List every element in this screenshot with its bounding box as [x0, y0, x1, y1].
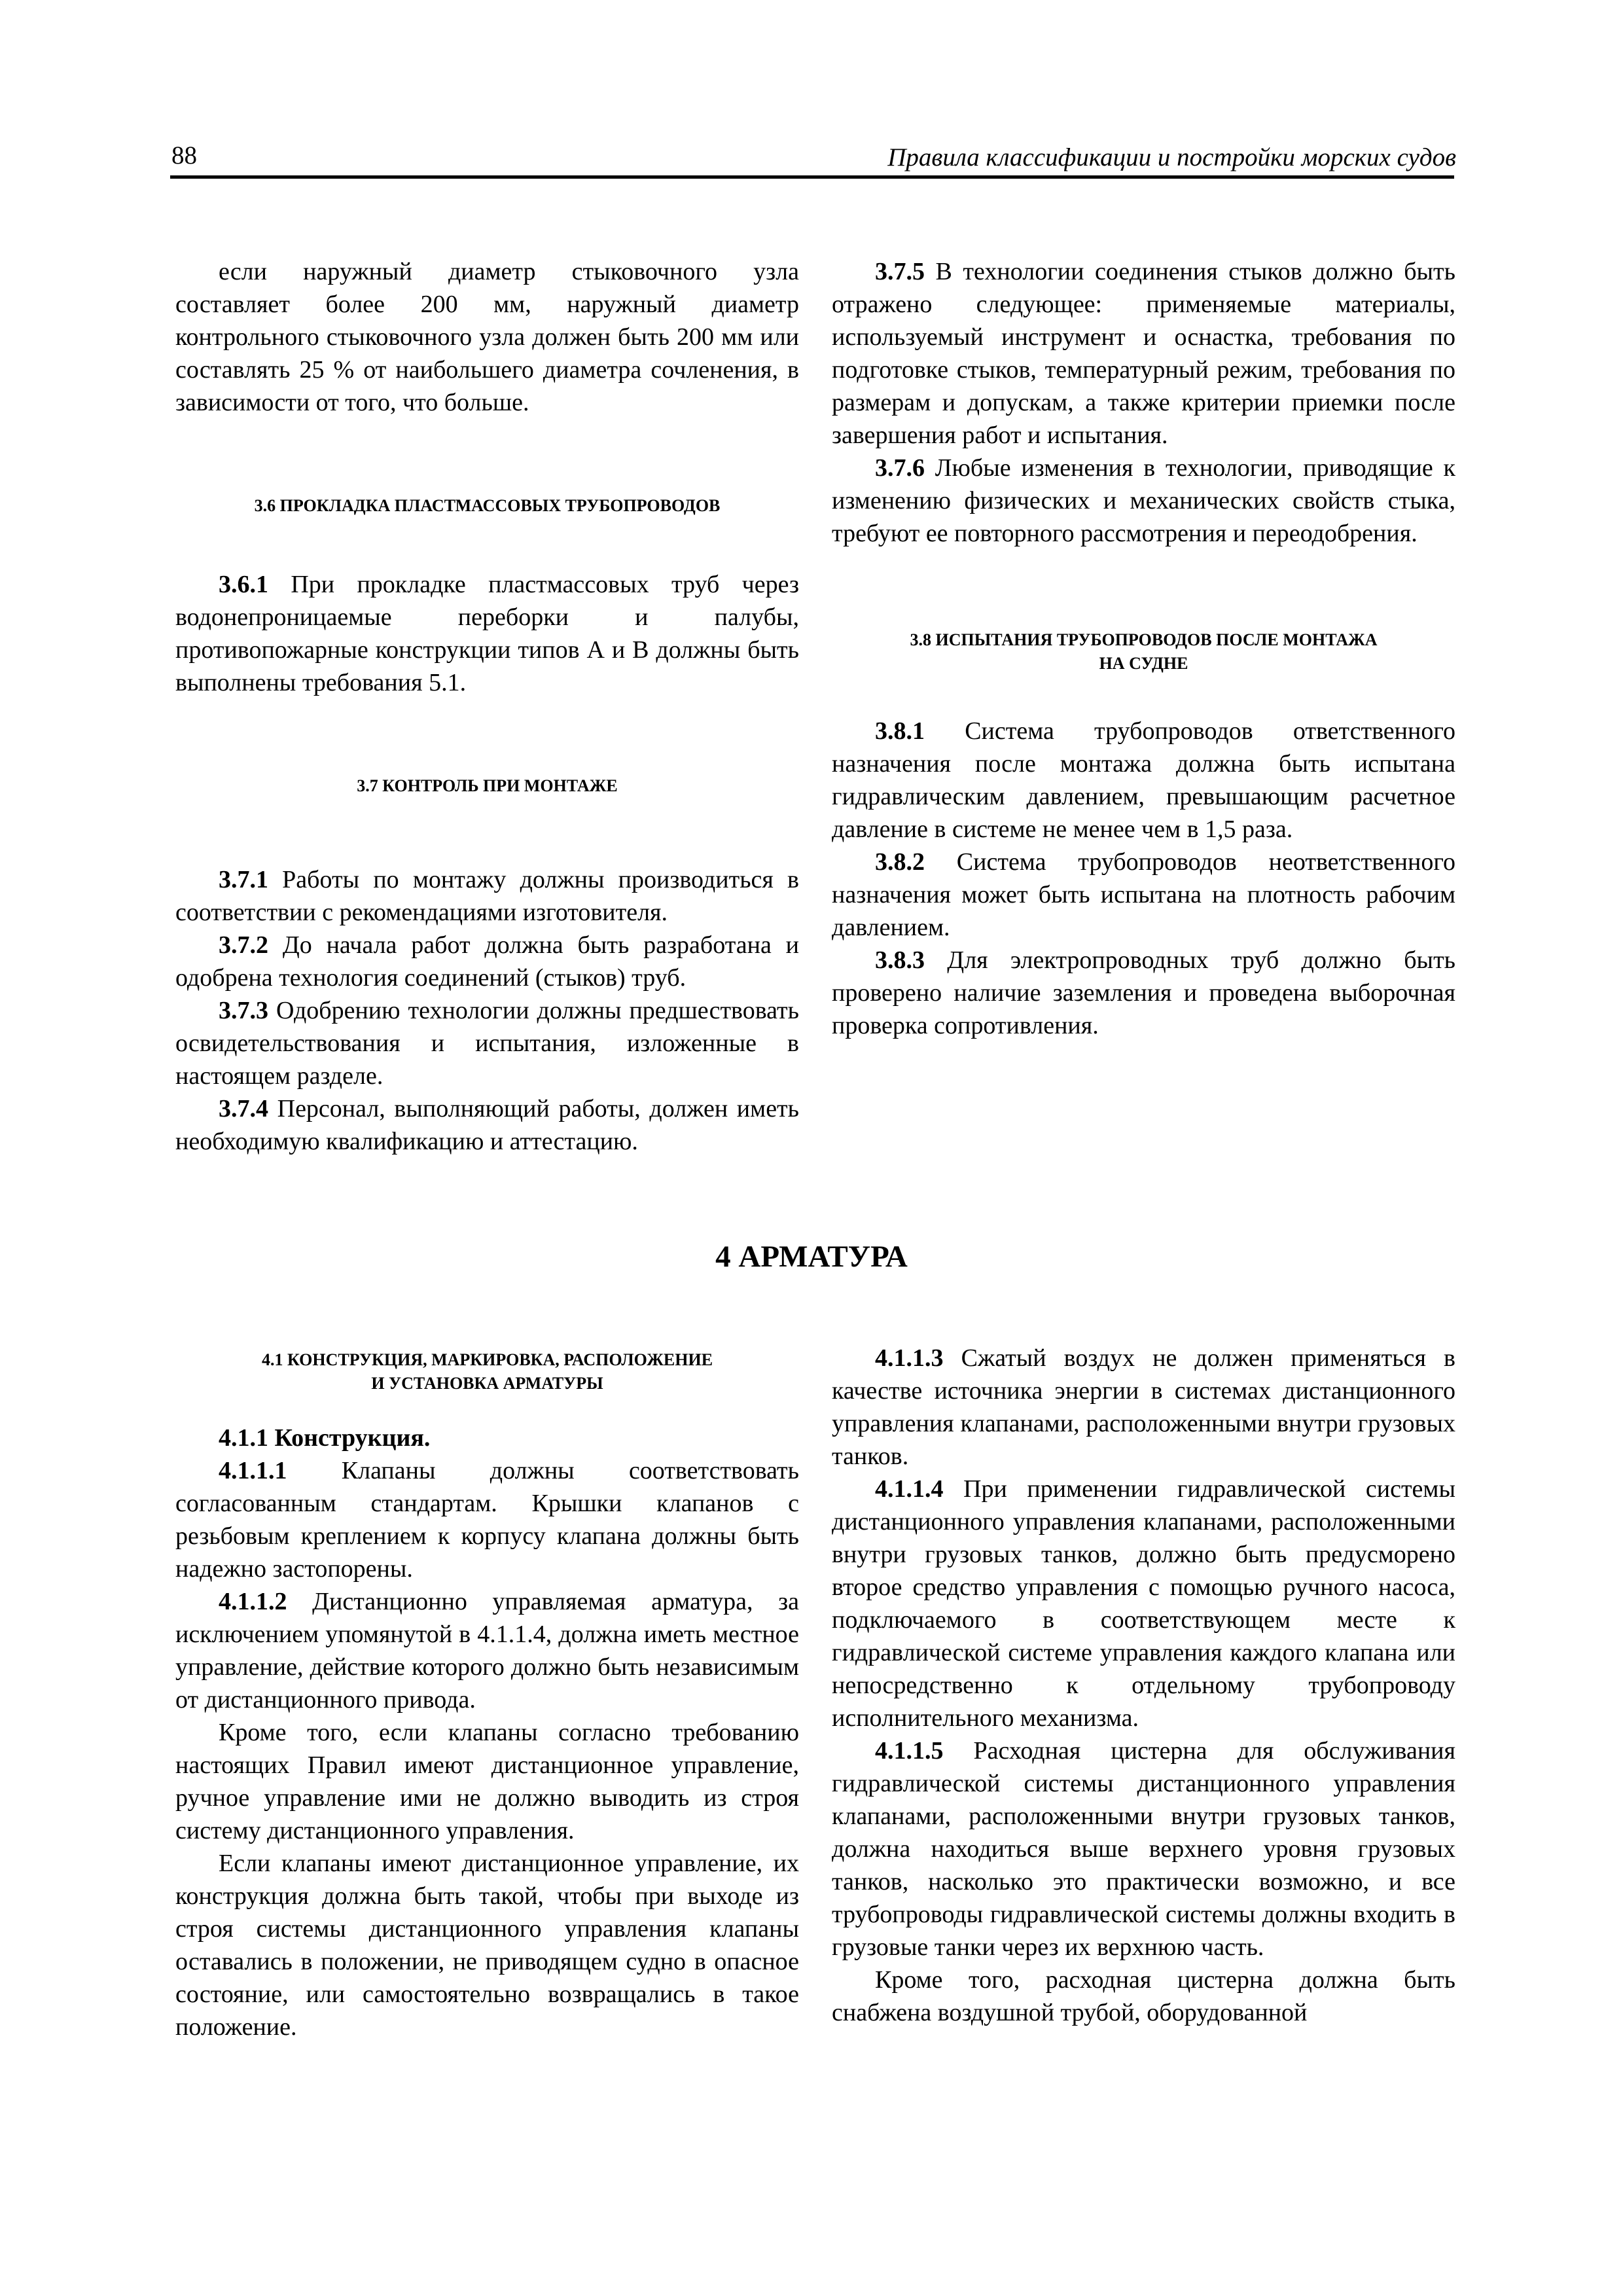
paragraph-3-7-1: [175, 863, 799, 929]
paragraph-3-6-1: [175, 568, 799, 699]
section-heading-3-7: 3.7 КОНТРОЛЬ ПРИ МОНТАЖЕ: [357, 776, 618, 795]
heading-line: 3.8 ИСПЫТАНИЯ ТРУБОПРОВОДОВ ПОСЛЕ МОНТАЖА: [910, 630, 1378, 649]
paragraph-3-7-5: [832, 255, 1455, 452]
clause-number: 3.7.1: [219, 866, 268, 893]
clause-number: 3.8.1: [875, 717, 925, 745]
clause-number: 4.1.1.5: [875, 1737, 944, 1765]
clause-number: 3.7.3: [219, 997, 268, 1024]
clause-text: Дистанционно управляемая арматура, за исключением упомянутой в 4.1.1.4, должна иметь местное управление, действие которого должно быть независимым от дистанционного привода.: [175, 1588, 799, 1713]
clause-number: 4.1.1.1: [219, 1457, 287, 1484]
clause-text: Любые изменения в технологии, приводящие к изменению физических и механических свойств стыка, требуют ее повторного рассмотрения и переодобрения.: [832, 454, 1455, 547]
section-heading-3-6: 3.6 ПРОКЛАДКА ПЛАСТМАССОВЫХ ТРУБОПРОВОДОВ: [254, 496, 721, 515]
clause-text: Сжатый воздух не должен применяться в качестве источника энергии в системах дистанционного управления клапанами, расположенными внутри грузовых танков.: [832, 1344, 1455, 1470]
paragraph-4-1-1-1: [175, 1454, 799, 1585]
paragraph-4-1-1-3: [832, 1342, 1455, 1473]
clause-number: 3.7.6: [875, 454, 925, 482]
clause-number: 3.8.2: [875, 848, 925, 876]
clause-text: Персонал, выполняющий работы, должен иметь необходимую квалификацию и аттестацию.: [175, 1095, 799, 1155]
paragraph-3-8-1: [832, 715, 1455, 846]
clause-text: Система трубопроводов неответственного назначения может быть испытана на плотность рабочим давлением.: [832, 848, 1455, 941]
subheading-4-1-1: 4.1.1 Конструкция.: [219, 1424, 431, 1452]
paragraph-3-7-2: [175, 929, 799, 994]
right-column-top: [832, 255, 1455, 1042]
clause-text: Работы по монтажу должны производиться в соответствии с рекомендациями изготовителя.: [175, 866, 799, 926]
clause-text: Для электропроводных труб должно быть проверено наличие заземления и проведена выборочная проверка сопротивления.: [832, 946, 1455, 1039]
clause-number: 3.7.4: [219, 1095, 268, 1122]
left-column-top: [175, 255, 799, 1158]
clause-number: 3.8.3: [875, 946, 925, 974]
paragraph-additional-3: Кроме того, расходная цистерна должна быть снабжена воздушной трубой, оборудованной: [832, 1966, 1455, 2026]
paragraph-intro: если наружный диаметр стыковочного узла составляет более 200 мм, наружный диаметр контрольного стыковочного узла должен быть 200 мм или составлять 25 % от наибольшего диаметра сочленения, в зависимости от того, что больше.: [175, 258, 799, 416]
paragraph-3-8-2: [832, 846, 1455, 944]
paragraph-3-7-6: [832, 452, 1455, 550]
clause-text: Расходная цистерна для обслуживания гидравлической системы дистанционного управления клапанами, расположенными внутри грузовых танков, должна находиться выше верхнего уровня грузовых танков, насколько это практически возможно, и все трубопроводы гидравлической системы должны входить в грузовые танки через их верхнюю часть.: [832, 1737, 1455, 1961]
clause-text: Система трубопроводов ответственного назначения после монтажа должна быть испытана гидравлическим давлением, превышающим расчетное давление в системе не менее чем в 1,5 раза.: [832, 717, 1455, 843]
clause-text: При прокладке пластмассовых труб через водонепроницаемые переборки и палубы, противопожарные конструкции типов А и В должны быть выполнены требования 5.1.: [175, 571, 799, 696]
paragraph-3-7-4: [175, 1092, 799, 1158]
paragraph-additional-2: Если клапаны имеют дистанционное управление, их конструкция должна быть такой, чтобы при выходе из строя системы дистанционного управления клапаны оставались в положении, не приводящем судно в опасное состояние, или самостоятельно возвращались в такое положение.: [175, 1850, 799, 2041]
clause-number: 4.1.1.3: [875, 1344, 944, 1372]
page-number: 88: [171, 141, 197, 170]
clause-number: 4.1.1.2: [219, 1588, 287, 1615]
heading-line: И УСТАНОВКА АРМАТУРЫ: [371, 1374, 603, 1393]
heading-line: НА СУДНЕ: [1099, 654, 1188, 673]
clause-number: 3.7.5: [875, 258, 925, 285]
paragraph-4-1-1-4: [832, 1473, 1455, 1734]
clause-text: До начала работ должна быть разработана и одобрена технология соединений (стыков) труб.: [175, 931, 799, 992]
paragraph-3-7-3: [175, 994, 799, 1092]
paragraph-additional-1: Кроме того, если клапаны согласно требованию настоящих Правил имеют дистанционное управление, ручное управление ими не должно выводить из строя систему дистанционного управления.: [175, 1719, 799, 1844]
header-rule: [170, 175, 1454, 179]
paragraph-4-1-1-2: [175, 1585, 799, 1716]
clause-text: В технологии соединения стыков должно быть отражено следующее: применяемые материалы, используемый инструмент и оснастка, требования по подготовке стыков, температурный режим, требования по размерам и допускам, а также критерии приемки после завершения работ и испытания.: [832, 258, 1455, 449]
clause-text: Одобрению технологии должны предшествовать освидетельствования и испытания, изложенные в настоящем разделе.: [175, 997, 799, 1090]
clause-number: 3.6.1: [219, 571, 268, 598]
section-heading-4-1: [175, 1348, 799, 1395]
chapter-title: 4 АРМАТУРА: [715, 1240, 908, 1274]
paragraph-4-1-1-5: [832, 1734, 1455, 1964]
clause-text: При применении гидравлической системы дистанционного управления клапанами, расположенными внутри грузовых танков, должно быть предусморено второе средство управления с помощью ручного насоса, подключаемого в соответствующем месте к гидравлической системе управления каждого клапана или непосредственно к отдельному трубопроводу исполнительного механизма.: [832, 1475, 1455, 1732]
running-title: Правила классификации и постройки морских судов: [887, 143, 1456, 171]
clause-text: Клапаны должны соответствовать согласованным стандартам. Крышки клапанов с резьбовым креплением к корпусу клапана должны быть надежно застопорены.: [175, 1457, 799, 1583]
right-column-bottom: [832, 1342, 1455, 2029]
left-column-bottom: [175, 1348, 799, 2043]
clause-number: 4.1.1.4: [875, 1475, 944, 1503]
section-heading-3-8: [832, 628, 1455, 675]
clause-number: 3.7.2: [219, 931, 268, 959]
heading-line: 4.1 КОНСТРУКЦИЯ, МАРКИРОВКА, РАСПОЛОЖЕНИЕ: [261, 1350, 713, 1369]
paragraph-3-8-3: [832, 944, 1455, 1042]
